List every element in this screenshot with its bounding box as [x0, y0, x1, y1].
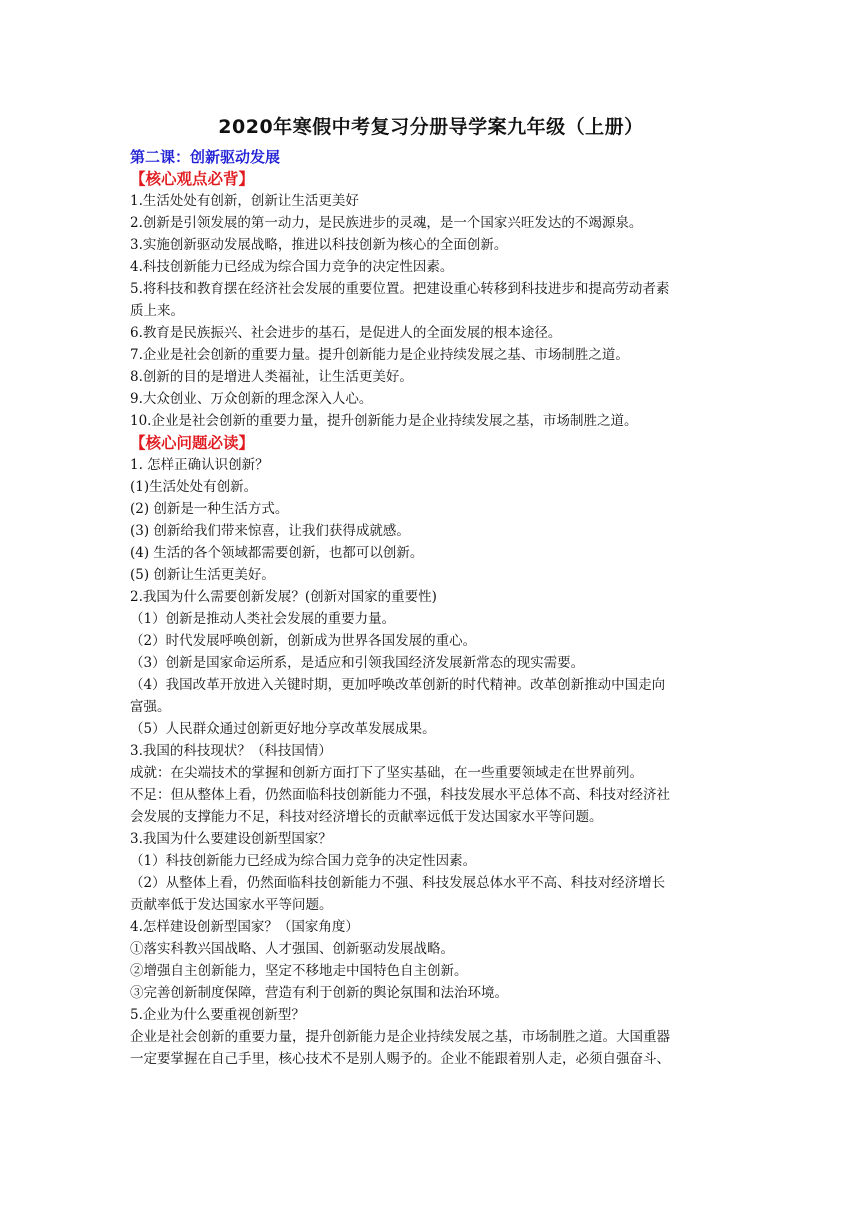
question-line: 成就：在尖端技术的掌握和创新方面打下了坚实基础，在一些重要领域走在世界前列。: [130, 765, 643, 781]
question-line: 富强。: [130, 699, 171, 715]
question-line: 不足：但从整体上看，仍然面临科技创新能力不强，科技发展水平总体不高、科技对经济社: [130, 787, 670, 803]
question-line: （3）创新是国家命运所系，是适应和引领我国经济发展新常态的现实需要。: [130, 655, 585, 671]
lesson-heading: 第二课：创新驱动发展: [130, 148, 281, 166]
question-line: (4) 生活的各个领域都需要创新，也都可以创新。: [130, 545, 424, 561]
question-line: （4）我国改革开放进入关键时期，更加呼唤改革创新的时代精神。改革创新推动中国走向: [130, 677, 666, 693]
viewpoint-line: 6.教育是民族振兴、社会进步的基石，是促进人的全面发展的根本途径。: [130, 325, 562, 341]
core-questions-section: [130, 432, 732, 1070]
viewpoint-line: 2.创新是引领发展的第一动力，是民族进步的灵魂，是一个国家兴旺发达的不竭源泉。: [130, 215, 643, 231]
question-line: （1）创新是推动人类社会发展的重要力量。: [130, 611, 396, 627]
question-line: （2）时代发展呼唤创新，创新成为世界各国发展的重心。: [130, 633, 477, 649]
question-line: 企业是社会创新的重要力量，提升创新能力是企业持续发展之基，市场制胜之道。大国重器: [130, 1029, 670, 1045]
viewpoint-line: 8.创新的目的是增进人类福祉，让生活更美好。: [130, 369, 413, 385]
question-line: ③完善创新制度保障，营造有利于创新的舆论氛围和法治环境。: [130, 985, 508, 1001]
question-line: 3.我国的科技现状？（科技国情）: [130, 743, 332, 759]
viewpoint-line: 4.科技创新能力已经成为综合国力竞争的决定性因素。: [130, 259, 454, 275]
viewpoint-line: 7.企业是社会创新的重要力量。提升创新能力是企业持续发展之基、市场制胜之道。: [130, 347, 629, 363]
question-line: ②增强自主创新能力，坚定不移地走中国特色自主创新。: [130, 963, 468, 979]
question-line: 4.怎样建设创新型国家？（国家角度）: [130, 919, 359, 935]
core-viewpoints-section: [130, 168, 732, 432]
question-line: (2) 创新是一种生活方式。: [130, 501, 289, 517]
core-viewpoints-list: [130, 190, 732, 432]
document-title: 2020年寒假中考复习分册导学案九年级（上册）: [218, 116, 644, 138]
viewpoint-line: 1.生活处处有创新，创新让生活更美好: [130, 193, 359, 209]
viewpoint-line: 9.大众创业、万众创新的理念深入人心。: [130, 391, 373, 407]
viewpoint-line: 质上来。: [130, 303, 184, 319]
viewpoint-line: 5.将科技和教育摆在经济社会发展的重要位置。把建设重心转移到科技进步和提高劳动者素: [130, 281, 670, 297]
question-line: 贡献率低于发达国家水平等问题。: [130, 897, 333, 913]
question-line: 会发展的支撑能力不足，科技对经济增长的贡献率远低于发达国家水平等问题。: [130, 809, 603, 825]
question-line: 一定要掌握在自己手里，核心技术不是别人赐予的。企业不能跟着别人走，必须自强奋斗、: [130, 1051, 670, 1067]
viewpoint-line: 3.实施创新驱动发展战略，推进以科技创新为核心的全面创新。: [130, 237, 508, 253]
question-line: (1)生活处处有创新。: [130, 479, 258, 495]
section-heading-core-questions: 【核心问题必读】: [130, 434, 255, 452]
question-line: （5）人民群众通过创新更好地分享改革发展成果。: [130, 721, 436, 737]
viewpoint-line: 10.企业是社会创新的重要力量，提升创新能力是企业持续发展之基，市场制胜之道。: [130, 413, 638, 429]
section-heading-core-viewpoints: 【核心观点必背】: [130, 170, 255, 188]
question-line: 3.我国为什么要建设创新型国家？: [130, 831, 332, 847]
core-questions-list: [130, 454, 732, 1070]
question-line: 1. 怎样正确认识创新？: [130, 457, 269, 473]
question-line: 2.我国为什么需要创新发展？(创新对国家的重要性): [130, 589, 437, 605]
question-line: (5) 创新让生活更美好。: [130, 567, 275, 583]
question-line: （2）从整体上看，仍然面临科技创新能力不强、科技发展总体水平不高、科技对经济增长: [130, 875, 666, 891]
question-line: 5.企业为什么要重视创新型？: [130, 1007, 305, 1023]
document-page: [130, 112, 732, 1070]
question-line: （1）科技创新能力已经成为综合国力竞争的决定性因素。: [130, 853, 477, 869]
question-line: (3) 创新给我们带来惊喜，让我们获得成就感。: [130, 523, 410, 539]
question-line: ①落实科教兴国战略、人才强国、创新驱动发展战略。: [130, 941, 454, 957]
